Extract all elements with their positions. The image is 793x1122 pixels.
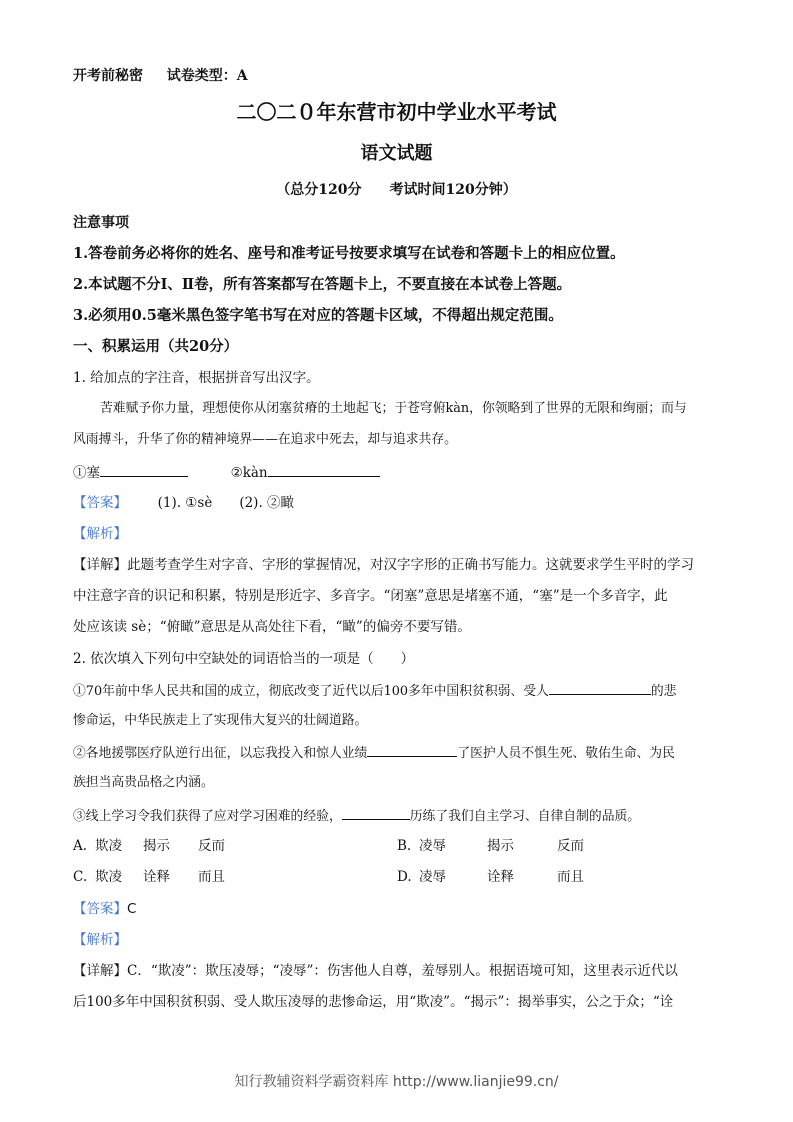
notice-item-2: 2.本试题不分Ⅰ、Ⅱ卷，所有答案都写在答题卡上，不要直接在本试卷上答题。 bbox=[73, 276, 572, 293]
option-c-letter: C. bbox=[73, 869, 88, 885]
option-a-word-1: 欺凌 bbox=[95, 838, 122, 854]
footer-watermark: 知行教辅资料学霸资料库 http://www.lianjie99.cn/ bbox=[234, 1074, 559, 1090]
notice-item-3: 3.必须用0.5毫米黑色签字笔书写在对应的答题卡区域，不得超出规定范围。 bbox=[73, 307, 563, 324]
q1-stem: 1. 给加点的字注音，根据拼音写出汉字。 bbox=[73, 370, 320, 386]
q2-blank-2 bbox=[367, 742, 457, 757]
q1-detail-line-2: 中注意字音的识记和积累，特别是形近字、多音字。“闭塞”意思是堵塞不通，“塞”是一个多音字，此 bbox=[73, 588, 668, 604]
option-b-word-3: 反而 bbox=[557, 838, 584, 854]
section-heading: 一、积累运用（共20分） bbox=[73, 338, 239, 355]
option-c-word-1: 欺凌 bbox=[95, 869, 122, 885]
paper-type-label: 试卷类型：A bbox=[166, 68, 248, 84]
q1-blank-2-label: ②kàn bbox=[230, 465, 268, 481]
q2-sentence-1-line-2: 惨命运，中华民族走上了实现伟大复兴的壮阔道路。 bbox=[73, 713, 368, 728]
q2-s1-part-b: 的悲 bbox=[650, 684, 677, 699]
option-d-word-2: 诠释 bbox=[487, 869, 514, 885]
q2-detail-line-1: 【详解】C．“欺凌”：欺压凌辱；“凌辱”：伤害他人自尊，羞辱别人。根据语境可知，这里表示近代以 bbox=[73, 963, 678, 979]
q1-blank-1-label: ①塞 bbox=[73, 465, 100, 481]
q2-answer-text: C bbox=[127, 901, 137, 917]
q2-analysis-tag: 【解析】 bbox=[73, 932, 127, 948]
header-line bbox=[73, 66, 733, 86]
exam-title: 二〇二０年东营市初中学业水平考试 bbox=[236, 100, 557, 124]
q1-blank-2-line bbox=[268, 462, 380, 477]
q1-answer bbox=[73, 493, 733, 513]
q1-analysis-tag: 【解析】 bbox=[73, 526, 127, 542]
q1-blanks bbox=[73, 462, 733, 483]
q2-sentence-2-line-2: 族担当高贵品格之内涵。 bbox=[73, 775, 214, 790]
q2-s3-part-a: ③线上学习令我们获得了应对学习困难的经验， bbox=[73, 809, 342, 824]
option-a-word-2: 揭示 bbox=[143, 838, 170, 854]
q2-s2-part-a: ②各地援鄂医疗队逆行出征，以忘我投入和惊人业绩 bbox=[73, 746, 368, 761]
option-a-word-3: 反而 bbox=[198, 838, 225, 854]
option-d-letter: D. bbox=[397, 869, 412, 885]
option-b-word-1: 凌辱 bbox=[419, 838, 446, 854]
q2-stem: 2. 依次填入下列句中空缺处的词语恰当的一项是（ ） bbox=[73, 651, 415, 667]
q2-option-c bbox=[73, 867, 225, 887]
q1-answer-tag: 【答案】 bbox=[73, 495, 127, 511]
q1-detail-line-1: 【详解】此题考查学生对字音、字形的掌握情况，对汉字字形的正确书写能力。这就要求学生平时的学习 bbox=[73, 557, 694, 573]
q2-detail-line-2: 后100多年中国积贫积弱、受人欺压凌辱的悲惨命运，用“欺凌”。“揭示”：揭举事实，公之于众；“诠 bbox=[73, 994, 674, 1010]
q2-option-d bbox=[397, 867, 584, 887]
q2-s1-part-a: ①70年前中华人民共和国的成立，彻底改变了近代以后100多年中国积贫积弱、受人 bbox=[73, 684, 549, 699]
option-c-word-3: 而且 bbox=[198, 869, 225, 885]
option-a-letter: A. bbox=[73, 838, 88, 854]
option-d-word-1: 凌辱 bbox=[419, 869, 446, 885]
q2-answer-tag: 【答案】 bbox=[73, 901, 127, 917]
option-b-letter: B. bbox=[397, 838, 412, 854]
option-c-word-2: 诠释 bbox=[143, 869, 170, 885]
q2-sentence-2-line-1 bbox=[73, 742, 733, 764]
subject-title: 语文试题 bbox=[360, 143, 433, 164]
exam-info: （总分120分 考试时间120分钟） bbox=[276, 182, 517, 198]
q1-passage-line-2: 风雨搏斗，升华了你的精神境界——在追求中死去，却与追求共存。 bbox=[73, 432, 457, 447]
q2-blank-1 bbox=[549, 680, 651, 695]
q2-sentence-3 bbox=[73, 805, 733, 827]
q1-answer-text: (1). ①sè (2). ②瞰 bbox=[157, 495, 295, 511]
option-d-word-3: 而且 bbox=[557, 869, 584, 885]
q1-passage-line-1: 苦难赋予你力量，理想使你从闭塞贫瘠的土地起飞；于苍穹俯kàn，你领略到了世界的无限和绚丽；而与 bbox=[100, 401, 687, 416]
q2-option-b bbox=[397, 836, 584, 856]
q1-detail-line-3: 处应该读 sè；“俯瞰”意思是从高处往下看，“瞰”的偏旁不要写错。 bbox=[73, 619, 471, 635]
q2-blank-3 bbox=[342, 805, 410, 820]
notice-heading: 注意事项 bbox=[73, 215, 129, 231]
q2-sentence-1-line-1 bbox=[73, 680, 733, 702]
q2-s3-part-b: 历练了我们自主学习、自律自制的品质。 bbox=[409, 809, 641, 824]
q1-blank-1-line bbox=[100, 462, 188, 477]
notice-item-1: 1.答卷前务必将你的姓名、座号和准考证号按要求填写在试卷和答题卡上的相应位置。 bbox=[73, 245, 625, 262]
option-b-word-2: 揭示 bbox=[487, 838, 514, 854]
q2-s2-part-b: 了医护人员不惧生死、敬佑生命、为民 bbox=[457, 746, 675, 761]
confidential-label: 开考前秘密 bbox=[73, 68, 143, 84]
q2-answer bbox=[73, 899, 733, 919]
q2-option-a bbox=[73, 836, 225, 856]
